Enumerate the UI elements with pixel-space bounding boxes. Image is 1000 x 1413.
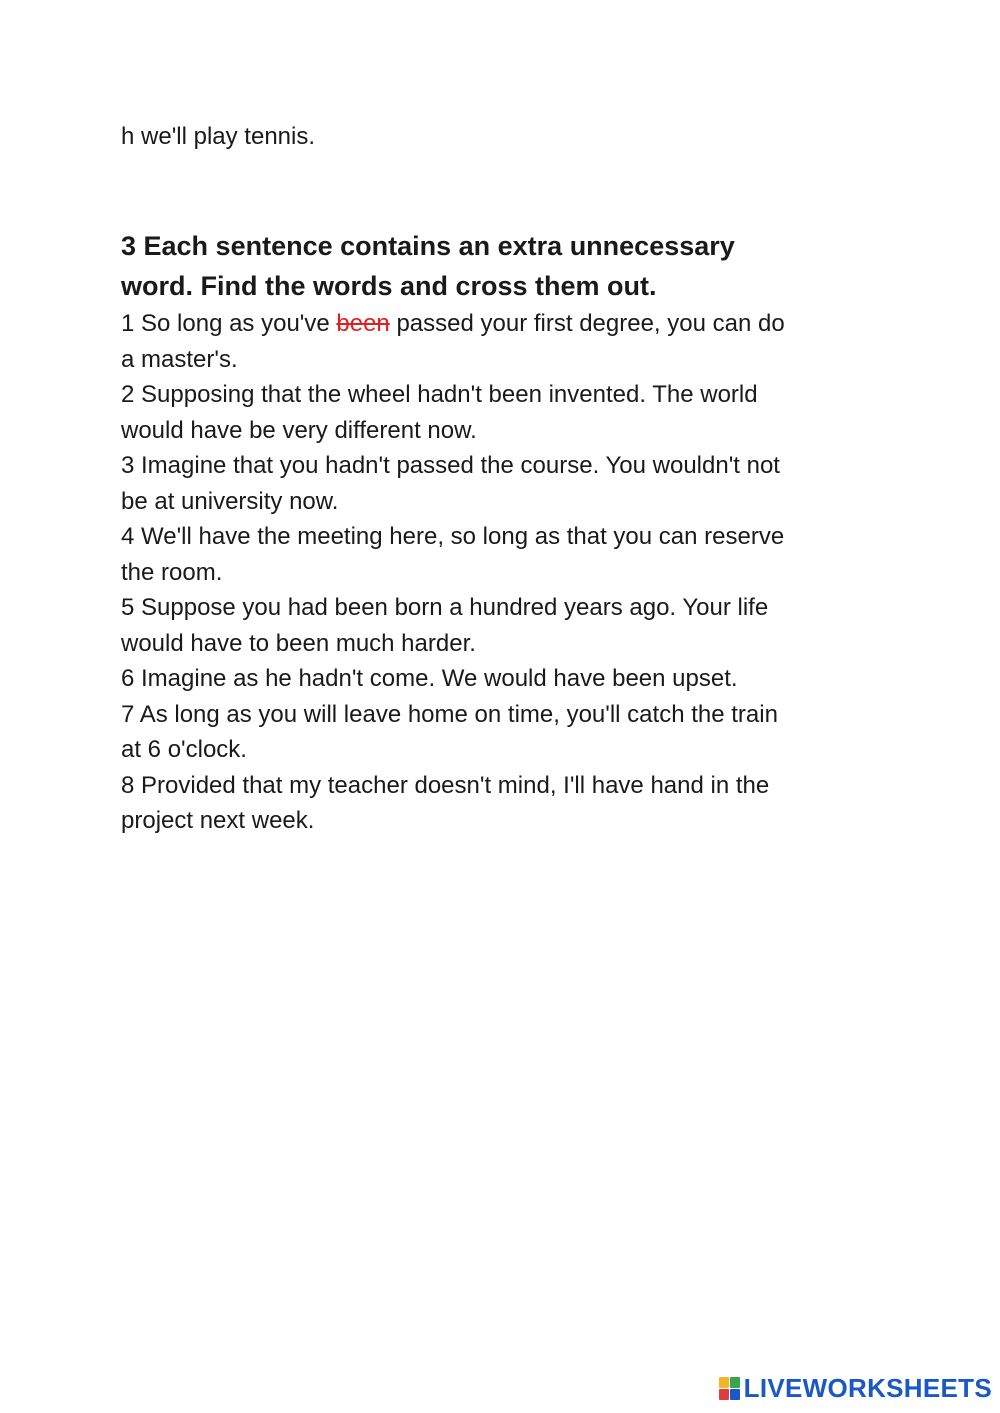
exercise-3 [121, 226, 881, 839]
sentence-text: a master's. [121, 345, 238, 373]
sentence-item-5 [121, 590, 881, 661]
sentence-text: 1 So long as you've [121, 310, 337, 337]
logo-square [730, 1377, 740, 1388]
liveworksheets-brand [719, 1373, 992, 1403]
sentence-item-1 [121, 306, 881, 377]
sentence-item-7 [121, 697, 881, 768]
sentence-text: be at university now. [121, 487, 339, 515]
sentence-text: would have to been much harder. [121, 629, 476, 657]
sentence-text: 5 Suppose you had been born a hundred years ago. Your life [121, 594, 769, 621]
sentence-list [121, 306, 881, 839]
sentence-text: 2 Supposing that the wheel hadn't been invented. The world [121, 381, 758, 408]
sentence-text: 6 Imagine as he hadn't come. We would have been upset. [121, 665, 738, 692]
sentence-text: 3 Imagine that you hadn't passed the course. You wouldn't not [121, 452, 780, 479]
exercise-heading-line-1: 3 Each sentence contains an extra unnecessary [121, 231, 735, 261]
previous-exercise-fragment: h we'll play tennis. [121, 123, 316, 150]
sentence-text: at 6 o'clock. [121, 736, 247, 763]
sentence-item-8 [121, 768, 881, 839]
sentence-text: 7 As long as you will leave home on time, you'll catch the train [121, 700, 778, 728]
sentence-text: project next week. [121, 807, 315, 834]
sentence-item-3 [121, 448, 881, 519]
brand-wordmark: LIVEWORKSHEETS [743, 1373, 992, 1403]
sentence-item-6 [121, 661, 881, 697]
sentence-item-2 [121, 377, 881, 448]
logo-square [719, 1377, 729, 1388]
sentence-text: passed your first degree, you can do [389, 310, 785, 337]
liveworksheets-logo-icon [719, 1377, 740, 1400]
sentence-text: 4 We'll have the meeting here, so long as that you can reserve [121, 523, 785, 550]
sentence-text: the room. [121, 558, 223, 586]
sentence-item-4 [121, 519, 881, 590]
exercise-heading-line-2: word. Find the words and cross them out. [121, 271, 657, 301]
logo-square [719, 1389, 729, 1400]
exercise-heading [121, 226, 881, 306]
sentence-text: 8 Provided that my teacher doesn't mind, I'll have hand in the [121, 771, 770, 799]
crossed-out-word[interactable]: been [336, 310, 390, 337]
logo-square [730, 1389, 740, 1400]
sentence-text: would have be very different now. [121, 416, 477, 444]
